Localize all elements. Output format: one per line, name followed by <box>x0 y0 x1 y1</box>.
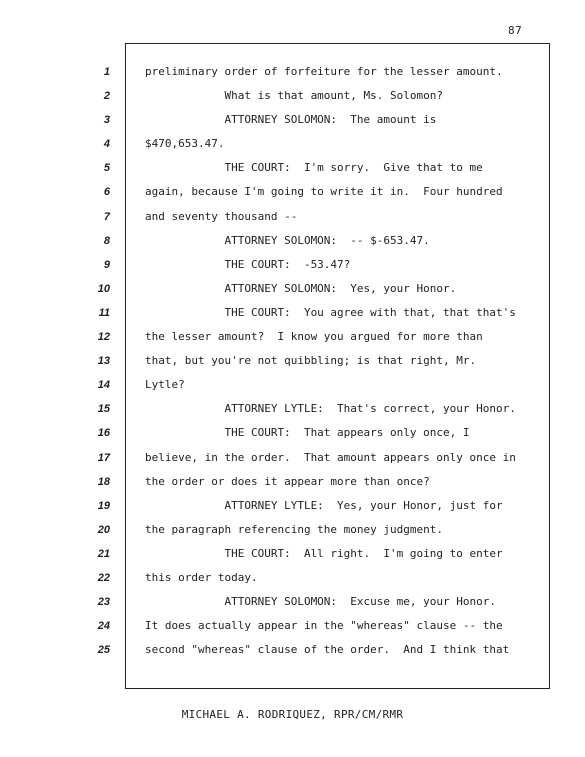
transcript-line: second "whereas" clause of the order. And I think that <box>145 643 510 657</box>
transcript-line: THE COURT: I'm sorry. Give that to me <box>145 161 483 175</box>
line-number: 1 <box>103 66 110 78</box>
transcript-line: ATTORNEY SOLOMON: Excuse me, your Honor. <box>145 595 496 609</box>
transcript-line: ATTORNEY SOLOMON: -- $-653.47. <box>145 233 430 247</box>
line-number: 18 <box>97 475 110 488</box>
transcript-line: It does actually appear in the "whereas" clause -- the <box>145 619 503 633</box>
transcript-line: THE COURT: All right. I'm going to enter <box>145 546 503 560</box>
line-number: 19 <box>97 499 110 512</box>
line-number: 25 <box>97 644 110 657</box>
transcript-line: ATTORNEY SOLOMON: Yes, your Honor. <box>145 281 457 295</box>
line-number: 8 <box>103 234 110 247</box>
transcript-line: the lesser amount? I know you argued for more than <box>145 330 483 344</box>
transcript-line: this order today. <box>145 570 258 584</box>
reporter-footer: MICHAEL A. RODRIQUEZ, RPR/CM/RMR <box>181 708 404 721</box>
transcript-line: THE COURT: -53.47? <box>145 257 351 271</box>
line-number: 11 <box>98 306 110 319</box>
line-number: 9 <box>103 258 110 271</box>
transcript-line: ATTORNEY LYTLE: That's correct, your Honor. <box>145 402 516 416</box>
line-number: 14 <box>97 379 110 392</box>
line-number: 2 <box>103 90 110 103</box>
line-number: 15 <box>97 403 110 416</box>
transcript-line: preliminary order of forfeiture for the lesser amount. <box>145 65 503 78</box>
transcript-line: and seventy thousand -- <box>145 209 298 223</box>
line-number: 21 <box>97 547 110 560</box>
line-number: 13 <box>97 355 110 368</box>
transcript-line: ATTORNEY SOLOMON: The amount is <box>145 113 437 127</box>
line-number: 12 <box>97 331 110 344</box>
line-number: 16 <box>97 427 110 440</box>
line-number: 23 <box>97 596 110 609</box>
transcript-line: What is that amount, Ms. Solomon? <box>145 89 444 103</box>
transcript-line: $470,653.47. <box>145 137 225 151</box>
transcript-line: THE COURT: That appears only once, I <box>145 426 470 440</box>
line-number: 24 <box>97 620 110 633</box>
page-number: 87 <box>508 24 523 37</box>
transcript-line: THE COURT: You agree with that, that that's <box>145 305 516 319</box>
transcript-body <box>145 60 545 662</box>
line-number: 4 <box>103 138 110 151</box>
line-number: 5 <box>103 162 110 175</box>
transcript-line: that, but you're not quibbling; is that right, Mr. <box>145 354 477 368</box>
transcript-line: the paragraph referencing the money judgment. <box>145 522 444 536</box>
line-number: 20 <box>97 523 110 536</box>
transcript-line: Lytle? <box>145 378 185 392</box>
line-number: 17 <box>97 451 110 464</box>
transcript-line: again, because I'm going to write it in. Four hundred <box>145 185 503 199</box>
line-number-column <box>80 60 110 662</box>
line-number: 22 <box>97 571 110 584</box>
transcript-line: believe, in the order. That amount appears only once in <box>145 450 516 464</box>
transcript-line: ATTORNEY LYTLE: Yes, your Honor, just for <box>145 498 503 512</box>
line-number: 3 <box>103 114 110 127</box>
line-number: 10 <box>97 282 110 295</box>
line-number: 6 <box>103 186 110 199</box>
transcript-line: the order or does it appear more than once? <box>145 474 430 488</box>
line-number: 7 <box>103 210 110 223</box>
